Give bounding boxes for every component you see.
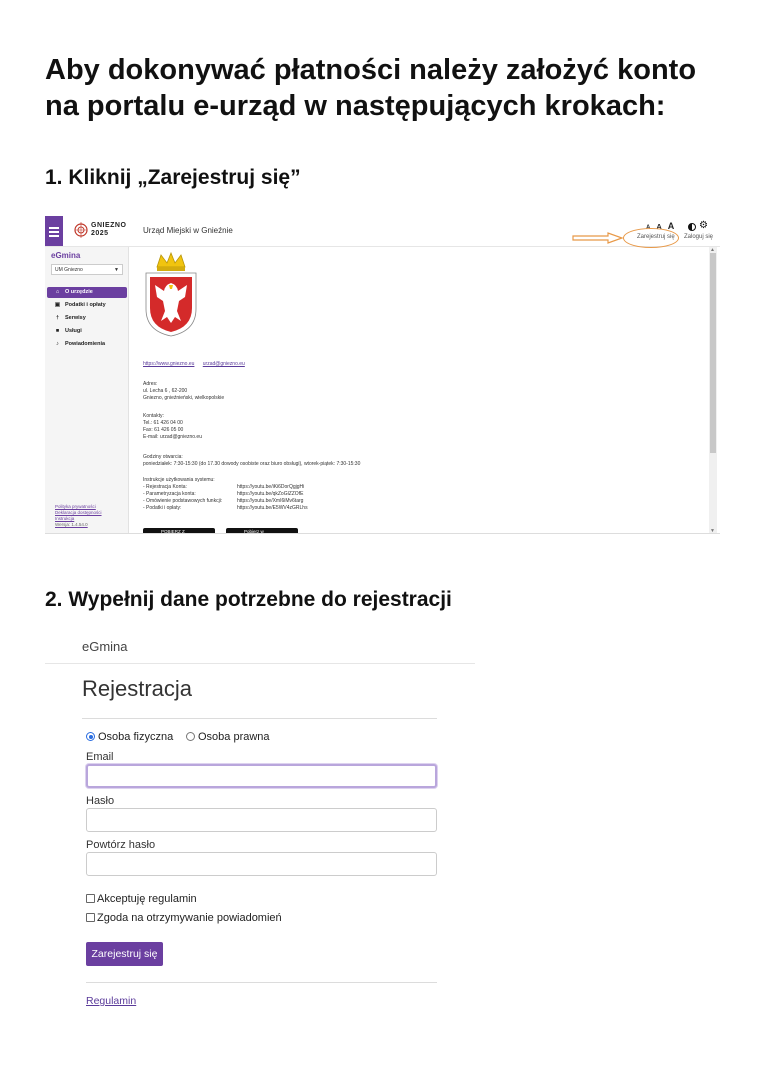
- address-line-1: ul. Lecha 6 , 62-200: [143, 388, 188, 394]
- radio-natural-person[interactable]: Osoba fizyczna: [86, 731, 173, 743]
- repeat-password-label: Powtórz hasło: [86, 839, 156, 851]
- register-link[interactable]: Zarejestruj się: [637, 234, 675, 240]
- instruction-link[interactable]: https://youtu.be/iKi6DorQgjgHi: [237, 484, 305, 490]
- registration-form-screenshot: [45, 630, 475, 1010]
- version-label: Wersja: 1.4.54.0: [55, 522, 88, 527]
- instruction-name: - Podatki i opłaty:: [143, 505, 182, 511]
- contrast-icon[interactable]: [688, 223, 696, 231]
- sidebar-item-services[interactable]: ■ Usługi: [55, 328, 82, 334]
- password-label: Hasło: [86, 795, 115, 807]
- gear-icon[interactable]: ⚙: [699, 220, 708, 231]
- office-select[interactable]: UM Gniezno ▼: [51, 264, 123, 275]
- manual-link[interactable]: Instrukcja: [55, 516, 75, 521]
- contacts-label: Kontakty:: [143, 413, 164, 419]
- contact-links-row: [143, 361, 245, 368]
- email-field[interactable]: [86, 764, 437, 788]
- fax-text: Fax: 61 426 05 00: [143, 427, 184, 433]
- bell-icon: ♪: [56, 341, 59, 347]
- sidebar-item-about[interactable]: ⌂ O urzędzie: [47, 287, 127, 298]
- header-divider: [45, 663, 475, 664]
- google-play-button[interactable]: POBIERZ Z: [143, 528, 215, 534]
- font-large-button[interactable]: A: [667, 221, 675, 231]
- step-2-heading: 2. Wypełnij dane potrzebne do rejestracji: [45, 588, 452, 611]
- phone-text: Tel.: 61 426 04 00: [143, 420, 183, 426]
- title-divider: [82, 718, 437, 719]
- signpost-icon: †: [55, 315, 60, 321]
- office-name: Urząd Miejski w Gnieźnie: [143, 226, 233, 235]
- instruction-name: - Rejestracja Konta:: [143, 484, 187, 490]
- main-content: [143, 247, 703, 534]
- email-link[interactable]: urzad@gniezno.eu: [202, 361, 245, 367]
- privacy-link[interactable]: Polityka prywatności: [55, 504, 96, 509]
- briefcase-icon: ■: [55, 328, 60, 334]
- top-bar: [45, 214, 720, 247]
- instruction-link[interactable]: https://youtu.be/XmI6iMv6targ: [237, 498, 304, 504]
- wallet-icon: ▣: [54, 302, 61, 308]
- radio-legal-person[interactable]: Osoba prawna: [186, 731, 270, 743]
- notifications-checkbox[interactable]: [86, 913, 95, 922]
- font-small-button[interactable]: A: [646, 225, 651, 231]
- app-name: eGmina: [82, 639, 128, 654]
- scroll-up-icon[interactable]: ▲: [710, 247, 715, 253]
- sidebar-brand: eGmina: [51, 251, 81, 260]
- terms-link[interactable]: Regulamin: [86, 995, 137, 1007]
- scrollbar[interactable]: [709, 247, 717, 534]
- pointer-arrow-icon: [572, 232, 624, 244]
- gniezno-logo-icon: [74, 221, 88, 239]
- sidebar-item-services-portal[interactable]: † Serwisy: [55, 315, 86, 321]
- password-field[interactable]: [86, 808, 437, 832]
- radio-unchecked-icon[interactable]: [186, 732, 195, 741]
- terms-checkbox[interactable]: [86, 894, 95, 903]
- instruction-link[interactable]: https://youtu.be/qkZoGlZZOfE: [237, 491, 304, 497]
- register-button[interactable]: Zarejestruj się: [86, 942, 163, 966]
- address-label: Adres:: [143, 381, 158, 387]
- chevron-down-icon: ▼: [114, 267, 119, 273]
- portal-homepage-screenshot: [45, 214, 720, 534]
- instruction-name: - Omówienie podstawowych funkcji:: [143, 498, 223, 504]
- instruction-link[interactable]: https://youtu.be/E5WV4zGRLhs: [237, 505, 308, 511]
- step-1-heading: 1. Kliknij „Zarejestruj się”: [45, 166, 301, 189]
- scrollbar-thumb[interactable]: [710, 253, 716, 453]
- sidebar-item-taxes[interactable]: ▣ Podatki i opłaty: [54, 302, 106, 308]
- logo-wordmark: GNIEZNO 2025: [91, 222, 127, 237]
- accessibility-link[interactable]: Deklaracja dostępności: [55, 510, 102, 515]
- footer-divider: [86, 982, 437, 983]
- notifications-checkbox-row[interactable]: Zgoda na otrzymywanie powiadomień: [86, 912, 282, 924]
- font-medium-button[interactable]: A: [656, 222, 662, 231]
- email-text: E-mail: urzad@gniezno.eu: [143, 434, 202, 440]
- hours-label: Godziny otwarcia:: [143, 454, 183, 460]
- hours-text: poniedziałek: 7:30-15:30 (do 17.30 dowody osobiste oraz biuro obsługi), wtorek-piątek: 7:30-15:30: [143, 461, 361, 467]
- terms-checkbox-row[interactable]: Akceptuję regulamin: [86, 893, 197, 905]
- coat-of-arms-image: [143, 251, 199, 337]
- home-icon: ⌂: [55, 289, 60, 295]
- app-store-button[interactable]: Pobierz w: [226, 528, 298, 534]
- document-title: Aby dokonywać płatności należy założyć konto na portalu e-urząd w następujących krokach:: [45, 54, 697, 122]
- radio-checked-icon[interactable]: [86, 732, 95, 741]
- sidebar: [45, 247, 129, 534]
- instruction-name: - Parametryzacja konta:: [143, 491, 196, 497]
- hamburger-menu-button[interactable]: [45, 216, 63, 246]
- email-label: Email: [86, 751, 114, 763]
- scroll-down-icon[interactable]: ▼: [710, 528, 715, 534]
- login-link[interactable]: Zaloguj się: [684, 234, 714, 240]
- sidebar-item-notifications[interactable]: ♪ Powiadomienia: [47, 339, 127, 350]
- repeat-password-field[interactable]: [86, 852, 437, 876]
- website-link[interactable]: https://www.gniezno.eu: [143, 361, 195, 367]
- address-line-2: Gniezno, gnieźnieński, wielkopolskie: [143, 395, 225, 401]
- sidebar-footer: [55, 504, 102, 528]
- form-title: Rejestracja: [82, 676, 193, 701]
- instructions-label: Instrukcje użytkowania systemu:: [143, 477, 215, 483]
